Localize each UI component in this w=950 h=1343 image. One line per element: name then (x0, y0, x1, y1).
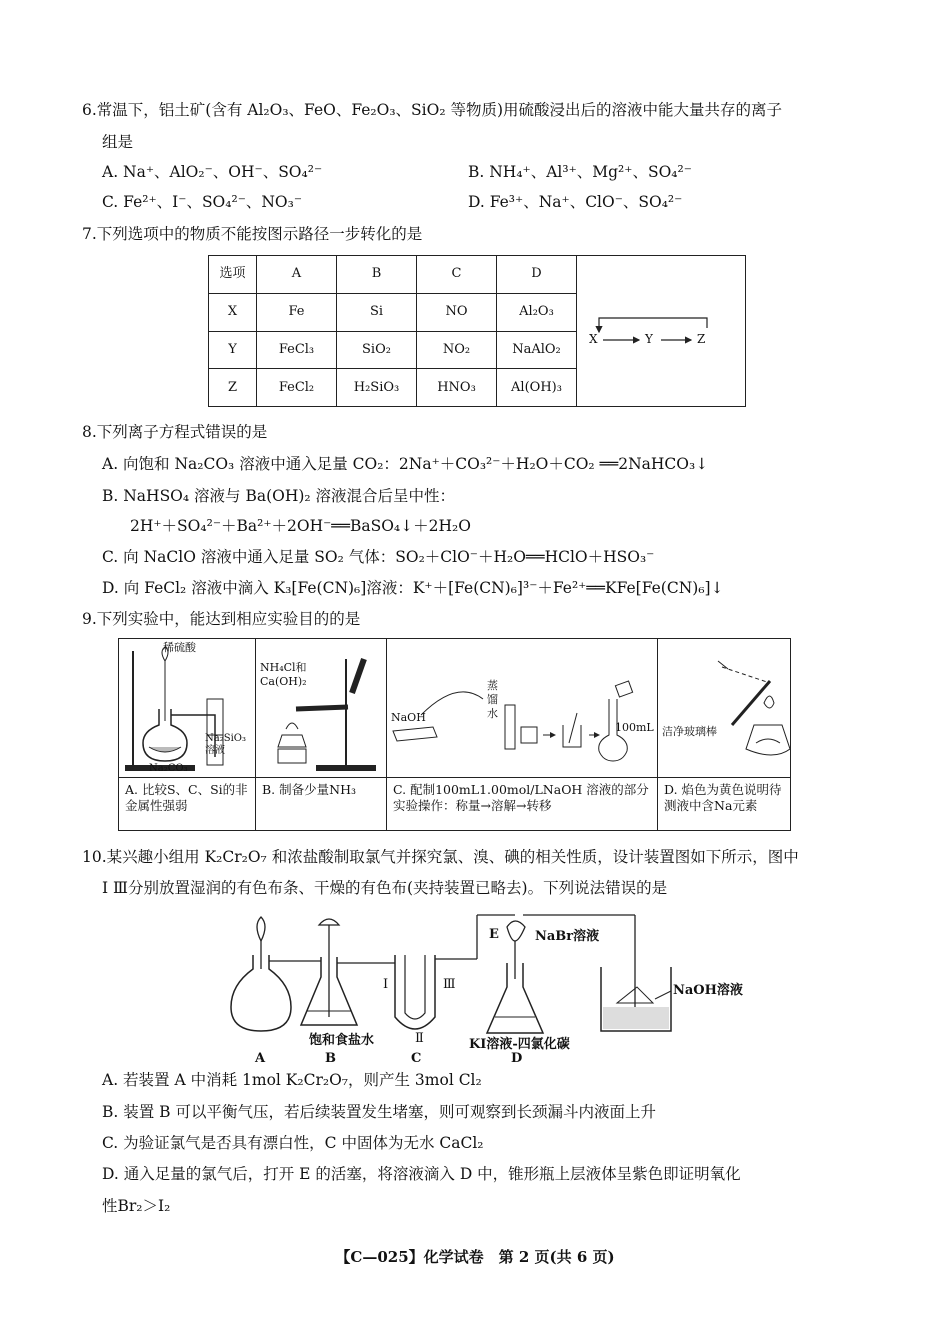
q9-figure-d (658, 639, 791, 778)
solution-preparation-icon (387, 639, 657, 777)
table-row (209, 256, 746, 294)
table-cell: NO (417, 293, 497, 331)
table-cell: HNO₃ (417, 369, 497, 407)
diagram-x-label: X (589, 332, 598, 346)
q10-option-a: A. 若装置 A 中消耗 1mol K₂Cr₂O₇，则产生 3mol Cl₂ (102, 1071, 482, 1089)
table-header-cell: A (257, 256, 337, 294)
label-d: D (511, 1051, 523, 1066)
table-cell: Al(OH)₃ (497, 369, 577, 407)
q7-stem: 7.下列选项中的物质不能按图示路径一步转化的是 (82, 225, 423, 243)
q10-apparatus-figure (225, 907, 765, 1067)
q10-option-b: B. 装置 B 可以平衡气压，若后续装置发生堵塞，则可观察到长颈漏斗内液面上升 (102, 1103, 656, 1121)
table-cell: NaAlO₂ (497, 331, 577, 369)
table-cell: Y (209, 331, 257, 369)
conversion-arrows-icon (577, 256, 745, 406)
q9-caption-c: C. 配制100mL1.00mol/LNaOH 溶液的部分实验操作：称量→溶解→转移 (387, 778, 658, 831)
q6-stem-line1: 6.常温下，铝土矿(含有 Al₂O₃、FeO、Fe₂O₃、SiO₂ 等物质)用硫酸浸出后的溶液中能大量共存的离子 (82, 101, 783, 119)
table-cell: X (209, 293, 257, 331)
q9-caption-a: A. 比较S、C、Si的非金属性强弱 (119, 778, 256, 831)
label-b: B (325, 1051, 336, 1066)
table-row (119, 778, 791, 831)
q9-figure-c (387, 639, 658, 778)
q7-path-diagram (577, 256, 746, 407)
label-na2co3: Na₂CO₃ (149, 763, 188, 774)
label-acid: 稀硫酸 (163, 641, 196, 654)
table-cell: NO₂ (417, 331, 497, 369)
q9-caption-d: D. 焰色为黄色说明待测液中含Na元素 (658, 778, 791, 831)
label-reagent-line1: NH₄Cl和 (260, 661, 307, 674)
q8-option-d: D. 向 FeCl₂ 溶液中滴入 K₃[Fe(CN)₆]溶液：K⁺＋[Fe(CN)₆]³⁻＋Fe²⁺══KFe[Fe(CN)₆]↓ (102, 579, 724, 597)
q7-table (208, 255, 746, 407)
label-roman-ii: Ⅱ (415, 1031, 424, 1046)
q10-option-c: C. 为验证氯气是否具有漂白性，C 中固体为无水 CaCl₂ (102, 1134, 484, 1152)
table-cell: SiO₂ (337, 331, 417, 369)
diagram-z-label: Z (697, 332, 706, 346)
table-cell: H₂SiO₃ (337, 369, 417, 407)
label-glass-rod: 洁净玻璃棒 (662, 725, 717, 738)
q9-stem: 9.下列实验中，能达到相应实验目的的是 (82, 610, 361, 628)
q8-option-c: C. 向 NaClO 溶液中通入足量 SO₂ 气体：SO₂＋ClO⁻＋H₂O══HClO＋HSO₃⁻ (102, 548, 655, 566)
q8-option-a: A. 向饱和 Na₂CO₃ 溶液中通入足量 CO₂：2Na⁺＋CO₃²⁻＋H₂O＋CO₂ ══2NaHCO₃↓ (102, 455, 709, 473)
q6-stem-line2: 组是 (102, 133, 134, 151)
q8-option-b-line2: 2H⁺＋SO₄²⁻＋Ba²⁺＋2OH⁻══BaSO₄↓＋2H₂O (130, 517, 471, 535)
heating-apparatus-icon (256, 639, 386, 777)
q10-option-d-line1: D. 通入足量的氯气后，打开 E 的活塞，将溶液滴入 D 中，锥形瓶上层液体呈紫色即证明氧化 (102, 1165, 741, 1183)
flame-test-icon (658, 639, 790, 777)
table-cell: Fe (257, 293, 337, 331)
label-naoh: NaOH (391, 711, 426, 724)
label-roman-iii: Ⅲ (443, 977, 456, 992)
q8-stem: 8.下列离子方程式错误的是 (82, 423, 268, 441)
table-cell: Si (337, 293, 417, 331)
label-e: E (489, 927, 499, 942)
label-water-2: 馏 (487, 693, 498, 706)
label-roman-i: Ⅰ (383, 977, 389, 992)
table-header-cell: 选项 (209, 256, 257, 294)
label-solution: 溶液 (205, 745, 225, 756)
label-brine: 饱和食盐水 (309, 1033, 375, 1048)
q6-option-c: C. Fe²⁺、I⁻、SO₄²⁻、NO₃⁻ (102, 193, 303, 211)
label-c: C (411, 1051, 422, 1066)
table-header-cell: B (337, 256, 417, 294)
q10-stem-line1: 10.某兴趣小组用 K₂Cr₂O₇ 和浓盐酸制取氯气并探究氯、溴、碘的相关性质，设计装置图如下所示，图中 (82, 848, 799, 866)
q10-option-d-line2: 性Br₂＞I₂ (102, 1197, 171, 1215)
q9-table (118, 638, 791, 831)
label-na2sio3: Na₂SiO₃ (205, 733, 246, 744)
label-naoh-solution: NaOH溶液 (673, 983, 743, 998)
label-water-1: 蒸 (487, 679, 498, 692)
q9-figure-b (256, 639, 387, 778)
table-header-cell: C (417, 256, 497, 294)
diagram-y-label: Y (645, 332, 653, 346)
q6-option-a: A. Na⁺、AlO₂⁻、OH⁻、SO₄²⁻ (102, 163, 323, 181)
table-cell: FeCl₃ (257, 331, 337, 369)
label-a: A (255, 1051, 266, 1066)
table-row (119, 639, 791, 778)
label-ki-ccl4: KI溶液-四氯化碳 (469, 1037, 570, 1052)
table-cell: Z (209, 369, 257, 407)
label-nabr-solution: NaBr溶液 (535, 929, 600, 944)
table-header-cell: D (497, 256, 577, 294)
label-water-3: 水 (487, 707, 498, 720)
page-footer: 【C—025】化学试卷 第 2 页(共 6 页) (335, 1248, 615, 1266)
q6-option-b: B. NH₄⁺、Al³⁺、Mg²⁺、SO₄²⁻ (468, 163, 692, 181)
q9-figure-a (119, 639, 256, 778)
label-volume: 100mL (615, 721, 654, 734)
q6-option-d: D. Fe³⁺、Na⁺、ClO⁻、SO₄²⁻ (468, 193, 683, 211)
q8-option-b-line1: B. NaHSO₄ 溶液与 Ba(OH)₂ 溶液混合后呈中性： (102, 487, 456, 505)
gas-generator-flask-icon (119, 639, 255, 777)
table-cell: FeCl₂ (257, 369, 337, 407)
q10-stem-line2: Ⅰ Ⅲ分别放置湿润的有色布条、干燥的有色布(夹持装置已略去)。下列说法错误的是 (102, 879, 668, 897)
table-cell: Al₂O₃ (497, 293, 577, 331)
label-reagent-line2: Ca(OH)₂ (260, 675, 307, 688)
q9-caption-b: B. 制备少量NH₃ (256, 778, 387, 831)
